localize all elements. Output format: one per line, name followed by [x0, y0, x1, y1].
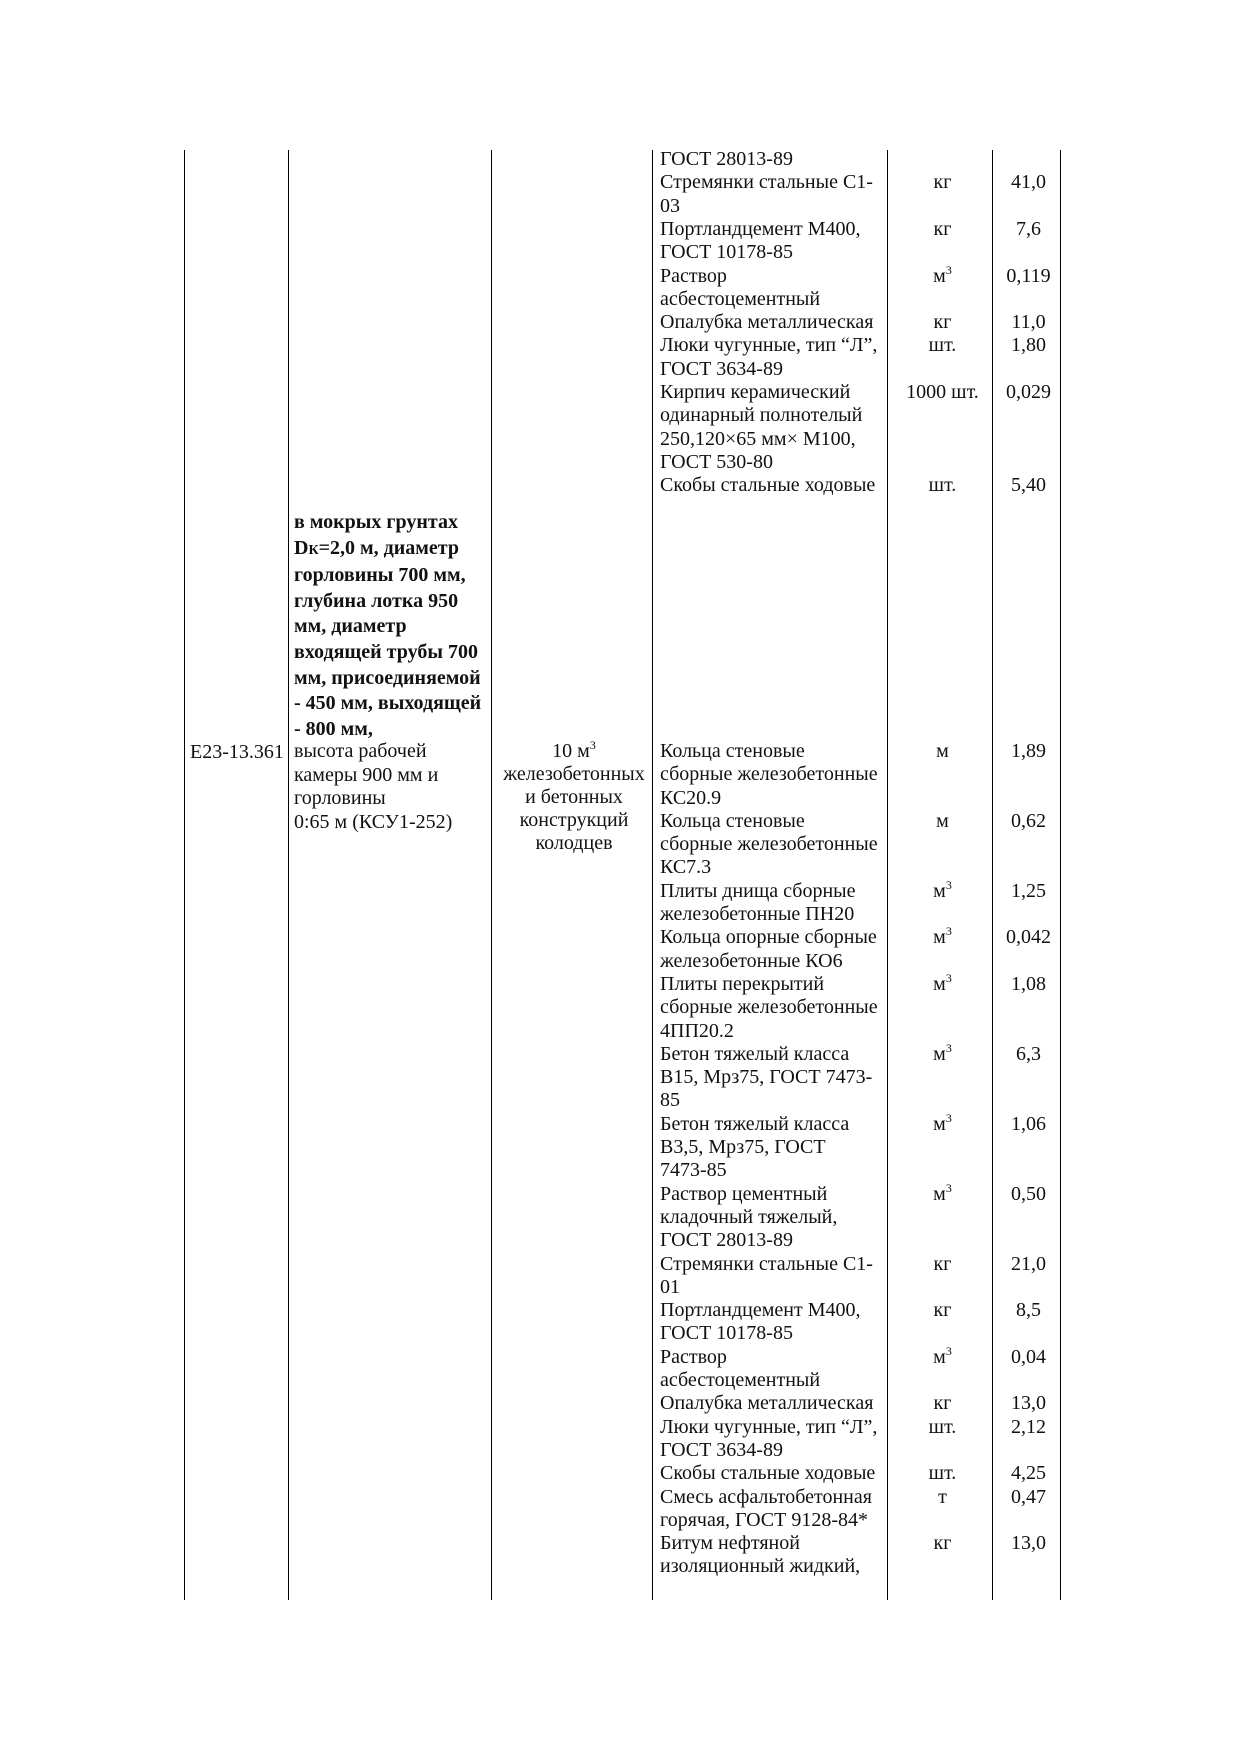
material-name-line: асбестоцементный	[660, 1369, 821, 1392]
desc-bold-line: в мокрых грунтах	[294, 511, 458, 533]
material-name-line: ГОСТ 10178-85	[660, 241, 793, 264]
material-name-line: Портландцемент М400,	[660, 1299, 861, 1322]
material-name	[660, 1416, 888, 1463]
norm-unit	[497, 740, 651, 855]
desc-bold-line: мм, присоединяемой	[294, 666, 481, 689]
desc-bold-line: глубина лотка 950	[294, 589, 459, 612]
material-quantity: 0,029	[1006, 381, 1051, 403]
material-name	[660, 1113, 888, 1183]
material-name-line: Плиты днища сборные	[660, 879, 856, 902]
table-rule-description	[491, 150, 492, 1600]
material-name	[660, 1392, 888, 1415]
material-unit: $м^3$	[933, 1180, 952, 1205]
material-name-line: 7473-85	[660, 1159, 727, 1182]
material-name-line: В15, Мрз75, ГОСТ 7473-	[660, 1066, 873, 1089]
material-name-line: Люки чугунные, тип “Л”,	[660, 1415, 878, 1438]
material-quantity: 4,25	[1011, 1462, 1046, 1485]
material-name-line: КС20.9	[660, 786, 722, 809]
material-unit: кг	[933, 311, 952, 334]
material-name	[660, 474, 888, 497]
material-unit: $м^3$	[933, 971, 952, 995]
material-unit: м	[936, 740, 949, 762]
material-quantity: 0,119	[1006, 264, 1051, 287]
norm-code	[190, 740, 288, 764]
material-name-line: железобетонные КО6	[660, 949, 843, 972]
material-name	[660, 218, 888, 265]
material-name-line: ГОСТ 3634-89	[660, 357, 783, 380]
material-name	[660, 171, 888, 218]
material-name-line: Раствор	[660, 1345, 727, 1368]
material-name-line: горячая, ГОСТ 9128-84*	[660, 1508, 869, 1531]
material-unit: кг	[933, 1392, 952, 1415]
desc-line: высота рабочей	[294, 740, 427, 762]
material-name	[660, 973, 888, 1043]
material-name-line: 85	[660, 1089, 680, 1112]
material-name	[660, 265, 888, 312]
material-name-line: 01	[660, 1275, 680, 1298]
norm-unit-line: конструкций	[519, 809, 629, 831]
norm-unit-line: колодцев	[535, 832, 613, 854]
material-name-line: изоляционный жидкий,	[660, 1555, 861, 1578]
material-name-line: Бетон тяжелый класса	[660, 1112, 850, 1135]
norm-unit-head: 10 $м^3$	[552, 738, 596, 762]
material-unit: шт.	[928, 1415, 957, 1438]
material-name-line: Раствор	[660, 264, 727, 287]
material-name-line: Битум нефтяной	[660, 1532, 800, 1555]
desc-line: 0:65 м (КСУ1-252)	[294, 810, 453, 833]
material-unit: шт.	[928, 474, 957, 497]
material-name-line: Кольца стеновые	[660, 740, 805, 762]
material-name-line: Кольца стеновые	[660, 809, 805, 832]
material-name	[660, 1486, 888, 1533]
material-unit: $м^3$	[933, 924, 952, 949]
material-quantity: 1,06	[1011, 1112, 1046, 1135]
material-unit: $м^3$	[933, 1343, 952, 1368]
material-name-line: Кольца опорные сборные	[660, 926, 877, 949]
material-name-line: Опалубка металлическая	[660, 311, 874, 334]
desc-line: камеры 900 мм и	[294, 763, 439, 786]
material-quantity: 13,0	[1011, 1532, 1046, 1555]
material-quantity: 5,40	[1011, 474, 1046, 497]
material-name-line: железобетонные ПН20	[660, 903, 855, 926]
material-name	[660, 880, 888, 927]
material-name	[660, 381, 888, 474]
material-unit: 1000 шт.	[906, 381, 979, 403]
material-unit: м	[936, 809, 949, 832]
material-unit: кг	[933, 171, 952, 194]
material-name	[660, 1532, 888, 1579]
material-quantity: 2,12	[1011, 1415, 1046, 1438]
material-quantity: 0,042	[1006, 926, 1051, 949]
material-name	[660, 1043, 888, 1113]
material-unit: $м^3$	[933, 1110, 952, 1135]
material-name	[660, 334, 888, 381]
desc-bold-line: мм, диаметр	[294, 615, 407, 638]
material-name	[660, 1462, 888, 1485]
material-quantity: 6,3	[1016, 1042, 1041, 1065]
material-name-line: Раствор цементный	[660, 1182, 828, 1205]
material-name-line: ГОСТ 530-80	[660, 450, 773, 473]
material-name-line: Бетон тяжелый класса	[660, 1042, 850, 1065]
material-name-line: Опалубка металлическая	[660, 1392, 874, 1415]
material-name-line: ГОСТ 10178-85	[660, 1322, 793, 1345]
material-name	[660, 926, 888, 973]
desc-bold-line: DК=2,0 м, диаметр	[294, 536, 459, 559]
material-unit: шт.	[928, 1462, 957, 1485]
work-description	[294, 510, 494, 742]
material-quantity: 1,80	[1011, 334, 1046, 357]
material-quantity: 1,89	[1011, 740, 1046, 762]
table-rule-uom	[992, 150, 993, 1600]
material-quantity: 1,25	[1011, 879, 1046, 902]
material-unit: кг	[933, 217, 952, 240]
table-rule-unit	[652, 150, 653, 1600]
table-rule-left	[184, 150, 185, 1600]
material-unit: т	[938, 1485, 947, 1508]
material-unit: $м^3$	[933, 1040, 952, 1065]
material-name	[660, 810, 888, 880]
desc-line: горловины	[294, 787, 386, 809]
norm-unit-line: железобетонных	[503, 763, 645, 785]
work-description-regular	[294, 740, 494, 834]
material-unit: кг	[933, 1299, 952, 1322]
material-name-line: ГОСТ 28013-89	[660, 148, 793, 170]
material-name-line: 03	[660, 194, 680, 217]
material-quantity: 0,04	[1011, 1345, 1046, 1368]
material-name-line: КС7.3	[660, 856, 712, 879]
material-quantity: 41,0	[1011, 171, 1046, 194]
desc-bold-line: - 450 мм, выходящей	[294, 692, 482, 715]
material-quantity: 11,0	[1011, 311, 1046, 334]
material-name-line: 250,120×65 мм× М100,	[660, 427, 856, 450]
material-name-line: ГОСТ 28013-89	[660, 1229, 793, 1252]
material-name-line: Плиты перекрытий	[660, 973, 825, 995]
material-quantity: 0,47	[1011, 1485, 1046, 1508]
material-name-line: сборные железобетонные	[660, 996, 878, 1019]
material-name	[660, 1253, 888, 1300]
material-name-line: Кирпич керамический	[660, 381, 851, 403]
material-name-line: Смесь асфальтобетонная	[660, 1485, 872, 1508]
material-name-line: Стремянки стальные С1-	[660, 171, 873, 194]
material-name	[660, 311, 888, 334]
material-quantity: 8,5	[1016, 1299, 1041, 1322]
material-quantity: 1,08	[1011, 973, 1046, 995]
material-unit: $м^3$	[933, 877, 952, 902]
table-rule-right	[1060, 150, 1061, 1600]
material-name-line: Портландцемент М400,	[660, 217, 861, 240]
material-quantity: 0,50	[1011, 1182, 1046, 1205]
desc-bold-line: входящей трубы 700	[294, 640, 478, 663]
material-name-line: одинарный полнотелый	[660, 404, 863, 427]
material-name-line: кладочный тяжелый,	[660, 1205, 838, 1228]
table-rule-code	[288, 150, 289, 1600]
material-quantity: 0,62	[1011, 809, 1046, 832]
material-unit: шт.	[928, 334, 957, 357]
desc-bold-line: горловины 700 мм,	[294, 564, 466, 587]
material-quantity: 13,0	[1011, 1392, 1046, 1415]
material-name-line: сборные железобетонные	[660, 833, 878, 856]
norm-unit-line: и бетонных	[525, 786, 623, 808]
material-name-line: 4ПП20.2	[660, 1019, 734, 1042]
material-name-line: сборные железобетонные	[660, 763, 878, 786]
material-name-line: асбестоцементный	[660, 287, 821, 310]
material-name	[660, 1183, 888, 1253]
material-name-line: В3,5, Мрз75, ГОСТ	[660, 1136, 826, 1159]
material-unit: кг	[933, 1252, 952, 1275]
material-name-line: Люки чугунные, тип “Л”,	[660, 334, 878, 357]
material-quantity: 7,6	[1016, 217, 1041, 240]
material-name	[660, 148, 888, 171]
material-name	[660, 1346, 888, 1393]
material-quantity: 21,0	[1011, 1252, 1046, 1275]
material-name-line: ГОСТ 3634-89	[660, 1438, 783, 1461]
material-name	[660, 1299, 888, 1346]
material-name-line: Стремянки стальные С1-	[660, 1252, 873, 1275]
material-name	[660, 740, 888, 810]
material-name-line: Скобы стальные ходовые	[660, 474, 876, 497]
desc-bold-line: - 800 мм,	[294, 717, 373, 740]
material-unit: $м^3$	[933, 262, 952, 287]
norm-code-text: Е23-13.361	[190, 741, 284, 763]
material-unit: кг	[933, 1532, 952, 1555]
material-name-line: Скобы стальные ходовые	[660, 1462, 876, 1485]
